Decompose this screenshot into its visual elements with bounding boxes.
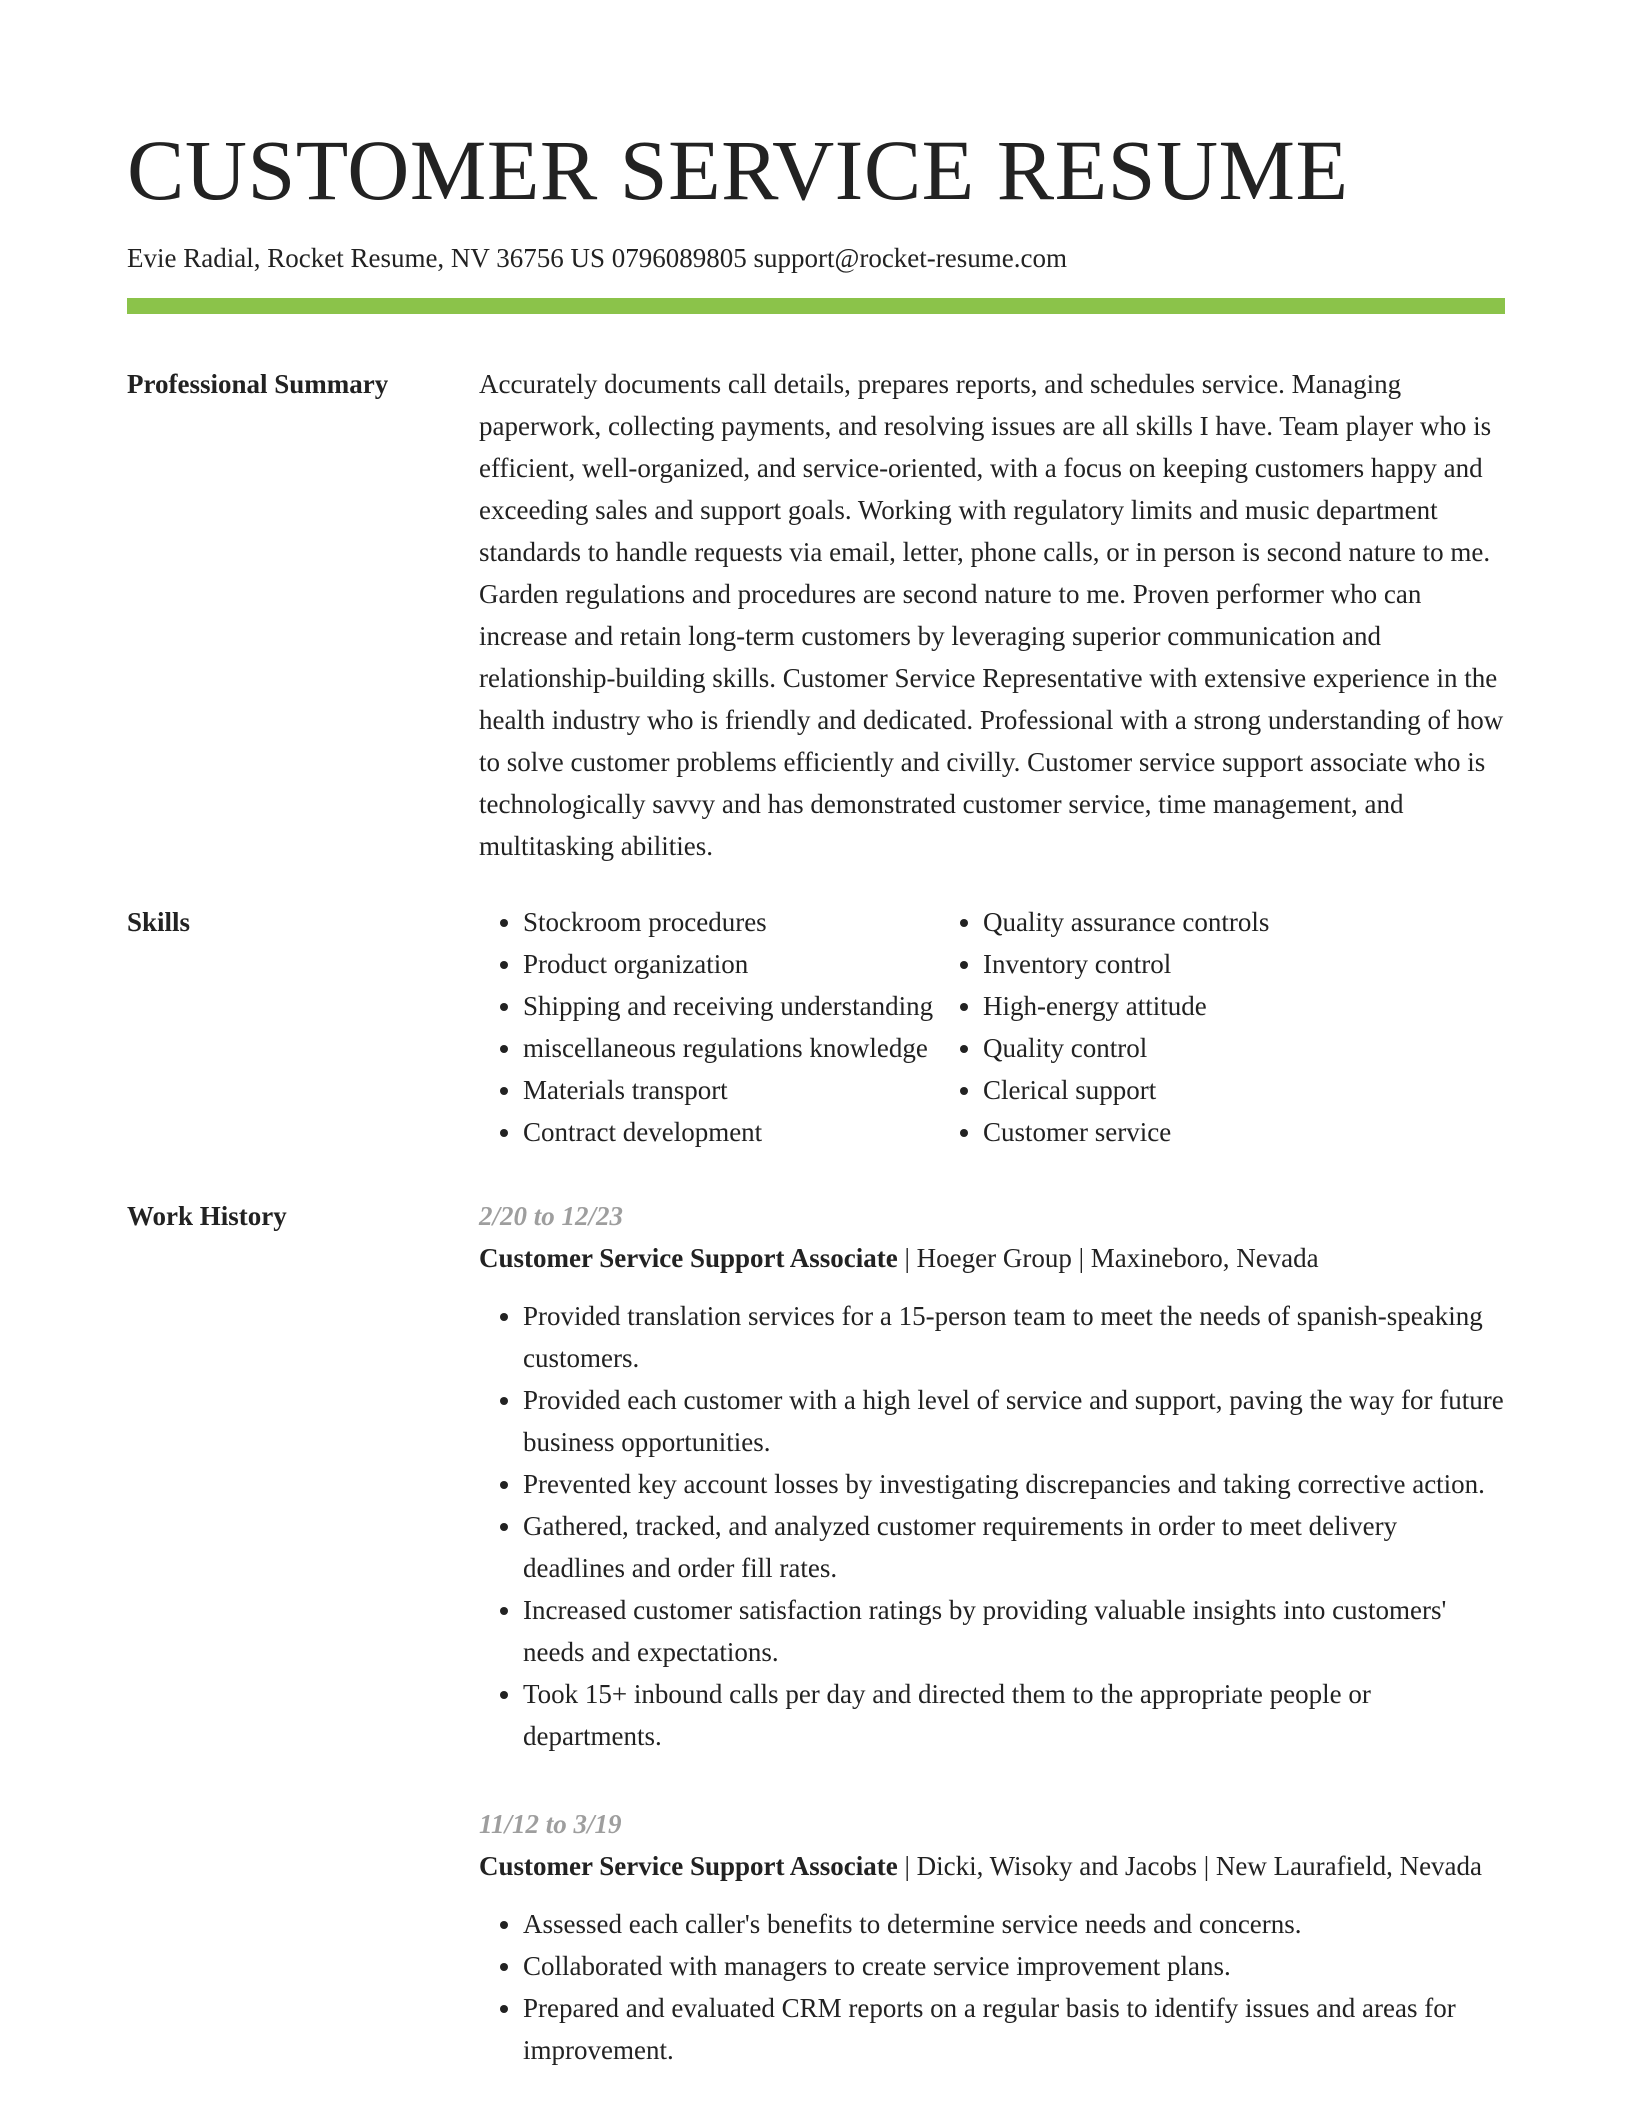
skill-item: • Clerical support: [983, 1069, 1505, 1111]
skills-list-left: [479, 901, 939, 1153]
job-details: | Dicki, Wisoky and Jacobs | New Laurafield, Nevada: [897, 1851, 1483, 1881]
skill-item: • Stockroom procedures: [523, 901, 939, 943]
job-bullet: • Prevented key account losses by investigating discrepancies and taking corrective action.: [523, 1463, 1505, 1505]
work-history-section: [127, 1195, 1505, 2117]
job-bullet: • Took 15+ inbound calls per day and directed them to the appropriate people or departments.: [523, 1673, 1505, 1757]
job-bullet-list: [479, 1295, 1505, 1757]
summary-body: [479, 363, 1505, 867]
section-label-skills: Skills: [127, 907, 191, 937]
skill-item: • Shipping and receiving understanding: [523, 985, 939, 1027]
job-heading: [479, 1845, 1505, 1887]
skill-item: • Quality assurance controls: [983, 901, 1505, 943]
resume-header: [127, 0, 1505, 314]
job-bullet: • Prepared and evaluated CRM reports on a regular basis to identify issues and areas for improvement.: [523, 1987, 1505, 2071]
job-bullet: • Collaborated with managers to create service improvement plans.: [523, 1945, 1505, 1987]
job-bullet: • Provided each customer with a high level of service and support, paving the way for future business opportunities.: [523, 1379, 1505, 1463]
job-bullet-list: [479, 1903, 1505, 2071]
skill-item: • Inventory control: [983, 943, 1505, 985]
section-label-work: Work History: [127, 1201, 287, 1231]
skills-section: [127, 901, 1505, 1153]
summary-text: Accurately documents call details, prepares reports, and schedules service. Managing paperwork, collecting payments, and resolving issues are all skills I have. Team player who is efficient, well-organized, and service-oriented, with a focus on keeping customers happy and exceeding sales and support goals. Working with regulatory limits and music department standards to handle requests via email, letter, phone calls, or in person is second nature to me. Garden regulations and procedures are second nature to me. Proven performer who can increase and retain long-term customers by leveraging superior communication and relationship-building skills. Customer Service Representative with extensive experience in the health industry who is friendly and dedicated. Professional with a strong understanding of how to solve customer problems efficiently and civilly. Customer service support associate who is technologically savvy and has demonstrated customer service, time management, and multitasking abilities.: [479, 369, 1504, 861]
resume-title: CUSTOMER SERVICE RESUME: [127, 122, 1349, 218]
job-heading: [479, 1237, 1505, 1279]
skill-item: • Materials transport: [523, 1069, 939, 1111]
contact-email: support@rocket-resume.com: [753, 243, 1067, 273]
skill-item: • Quality control: [983, 1027, 1505, 1069]
contact-line: [127, 240, 1505, 276]
job-entry: [479, 1195, 1505, 1757]
job-bullet: • Assessed each caller's benefits to determine service needs and concerns.: [523, 1903, 1505, 1945]
skills-list-right: [939, 901, 1505, 1153]
accent-divider: [127, 298, 1505, 314]
section-label-summary: Professional Summary: [127, 369, 389, 399]
job-entry: [479, 1803, 1505, 2071]
job-title: Customer Service Support Associate: [479, 1851, 898, 1881]
job-title: Customer Service Support Associate: [479, 1243, 898, 1273]
contact-phone: 0796089805: [611, 243, 747, 273]
skills-body: [479, 901, 1505, 1153]
skill-item: • miscellaneous regulations knowledge: [523, 1027, 939, 1069]
skills-columns: [479, 901, 1505, 1153]
job-dates: 2/20 to 12/23: [479, 1201, 624, 1231]
skill-item: • Customer service: [983, 1111, 1505, 1153]
job-bullet: • Increased customer satisfaction ratings by providing valuable insights into customers' needs and expectations.: [523, 1589, 1505, 1673]
work-body: [479, 1195, 1505, 2117]
skill-item: • Contract development: [523, 1111, 939, 1153]
contact-name: Evie Radial,: [127, 243, 261, 273]
skill-item: • Product organization: [523, 943, 939, 985]
job-bullet: • Provided translation services for a 15-person team to meet the needs of spanish-speaking customers.: [523, 1295, 1505, 1379]
job-dates: 11/12 to 3/19: [479, 1809, 622, 1839]
job-bullet: • Gathered, tracked, and analyzed customer requirements in order to meet delivery deadlines and order fill rates.: [523, 1505, 1505, 1589]
professional-summary-section: [127, 363, 1505, 867]
job-details: | Hoeger Group | Maxineboro, Nevada: [897, 1243, 1319, 1273]
skill-item: • High-energy attitude: [983, 985, 1505, 1027]
contact-address: Rocket Resume, NV 36756 US: [267, 243, 605, 273]
